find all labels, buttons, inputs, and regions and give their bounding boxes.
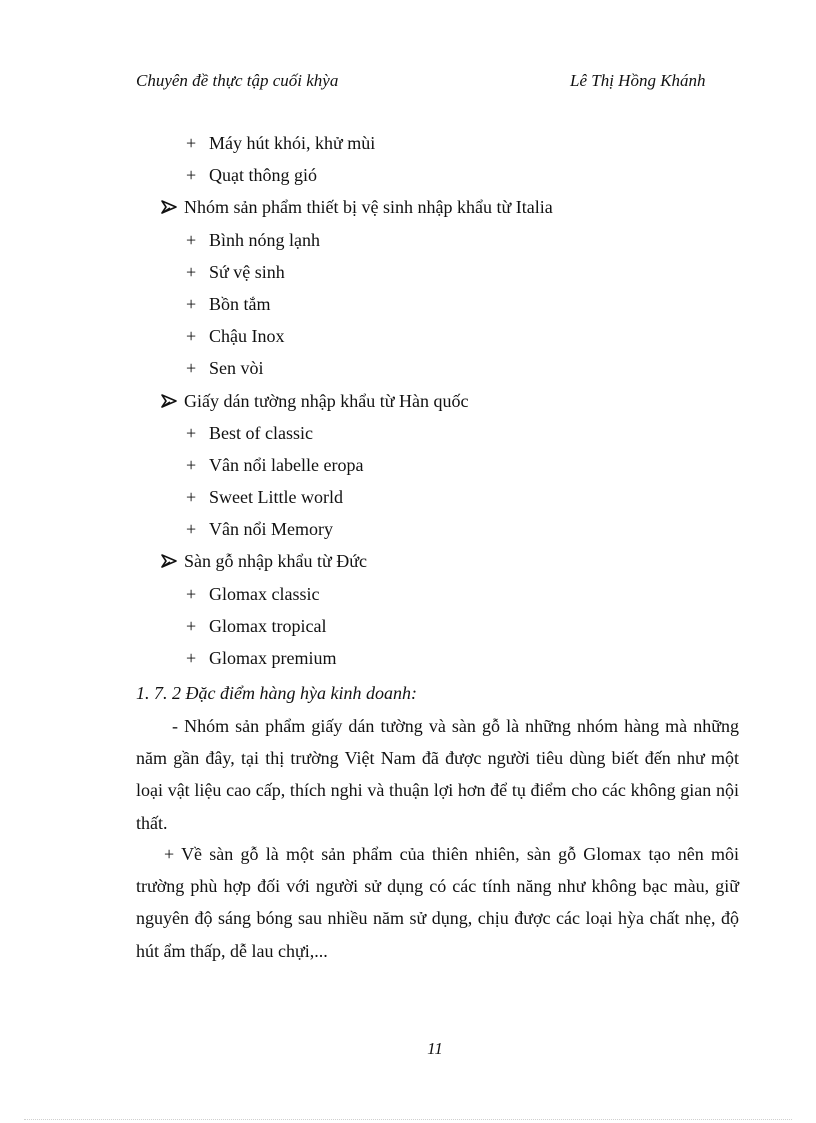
list-item [0,646,816,678]
plus-bullet: + [186,326,197,347]
list-item [0,356,816,388]
category-item-text: Nhóm sản phẩm thiết bị vệ sinh nhập khẩu từ Italia [184,197,553,218]
list-item [0,485,816,517]
paragraph-product-groups: - Nhóm sản phẩm giấy dán tường và sàn gỗ là những nhóm hàng mà những năm gần đây, tại thị trường Việt Nam đã được người tiêu dùng biết đến như một loại vật liệu cao cấp, thích nghi và thuận lợi hơn để tụ điểm cho các không gian nội thất. [136,716,739,833]
plus-bullet: + [186,454,197,475]
category-item [0,549,816,581]
list-item-text: Quạt thông gió [209,165,317,186]
page-header [136,71,726,95]
footer-divider [24,1119,792,1120]
list-item [0,517,816,549]
list-item [0,131,816,163]
arrow-bullet-icon [160,199,184,215]
list-item-text: Sweet Little world [209,487,343,508]
arrow-bullet-icon [160,553,184,569]
arrow-bullet-icon [160,393,184,409]
category-item-text: Giấy dán tường nhập khẩu từ Hàn quốc [184,390,469,411]
list-item [0,228,816,260]
list-item-text: Best of classic [209,422,313,443]
list-item [0,582,816,614]
list-item-text: Chậu Inox [209,326,285,347]
list-item-text: Sen vòi [209,358,264,379]
plus-bullet: + [186,648,197,668]
plus-bullet: + [186,261,197,282]
header-document-title: Chuyên đề thực tập cuối khỳa [136,71,339,90]
list-item [0,421,816,453]
list-item [0,292,816,324]
list-item-text: Glomax classic [209,583,320,604]
list-item-text: Glomax tropical [209,615,327,636]
list-item [0,260,816,292]
list-item-text: Vân nổi Memory [209,519,333,540]
plus-bullet: + [186,229,197,250]
list-item-text: Vân nổi labelle eropa [209,454,364,475]
list-item [0,614,816,646]
plus-bullet: + [186,615,197,636]
list-item [0,163,816,195]
product-list [0,131,816,678]
list-item-text: Sứ vệ sinh [209,261,285,282]
page-number: 11 [427,1039,443,1058]
paragraph-wood-flooring: + Về sàn gỗ là một sản phẩm của thiên nhiên, sàn gỗ Glomax tạo nên môi trường phù hợp đối với người sử dụng có các tính năng như không bạc màu, giữ nguyên độ sáng bóng sau nhiều năm sử dụng, chịu được các loại hỳa chất nhẹ, độ hút ẩm thấp, dễ lau chựi,... [136,844,739,961]
list-item-text: Bình nóng lạnh [209,229,320,250]
plus-bullet: + [186,133,197,153]
header-author-name: Lê Thị Hồng Khánh [570,71,706,90]
list-item-text: Bồn tắm [209,293,271,314]
list-item-text: Glomax premium [209,648,337,668]
list-item [0,324,816,356]
category-item [0,389,816,421]
plus-bullet: + [186,519,197,540]
plus-bullet: + [186,165,197,186]
list-item [0,453,816,485]
plus-bullet: + [186,422,197,443]
section-heading: 1. 7. 2 Đặc điểm hàng hỳa kinh doanh: [136,683,417,703]
plus-bullet: + [186,487,197,508]
plus-bullet: + [186,583,197,604]
list-item-text: Máy hút khói, khử mùi [209,133,376,153]
plus-bullet: + [186,358,197,379]
plus-bullet: + [186,293,197,314]
category-item [0,195,816,227]
category-item-text: Sàn gỗ nhập khẩu từ Đức [184,551,367,572]
